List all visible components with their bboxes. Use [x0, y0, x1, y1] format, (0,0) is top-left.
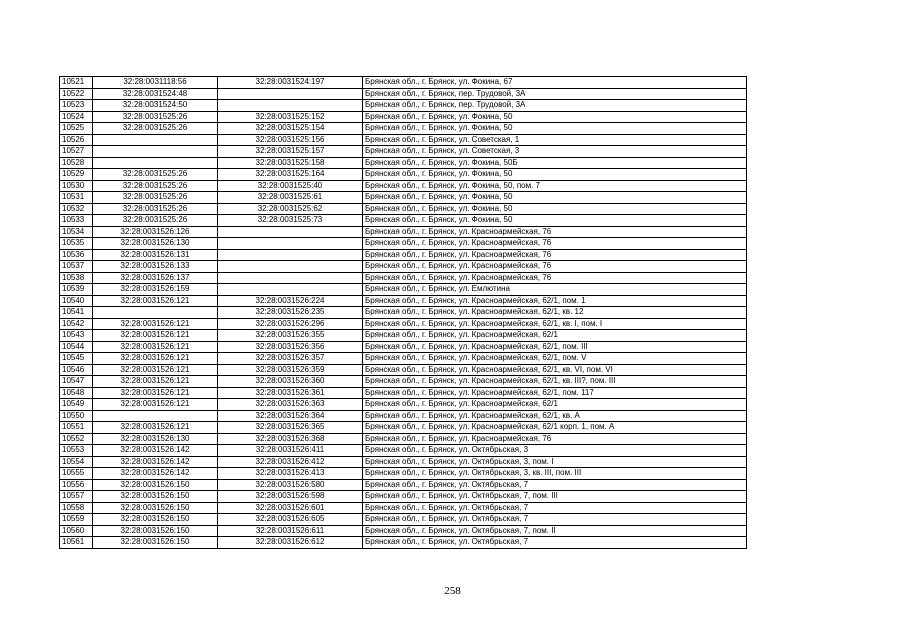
- address-cell: Брянская обл., г. Брянск, ул. Красноармейская, 76: [363, 238, 747, 250]
- address-cell: Брянская обл., г. Брянск, ул. Октябрьская, 3, пом. I: [363, 456, 747, 468]
- table-row: [60, 318, 747, 330]
- object-number-cell: 32:28:0031526:296: [218, 318, 363, 330]
- record-number-cell: 10528: [60, 157, 93, 169]
- record-number-cell: 10525: [60, 123, 93, 135]
- parcel-number-cell: 32:28:0031525:26: [93, 192, 218, 204]
- object-number-cell: 32:28:0031526:598: [218, 491, 363, 503]
- parcel-number-cell: [93, 157, 218, 169]
- record-number-cell: 10554: [60, 456, 93, 468]
- table-row: [60, 180, 747, 192]
- object-number-cell: 32:28:0031526:360: [218, 376, 363, 388]
- address-cell: Брянская обл., г. Брянск, пер. Трудовой, 3А: [363, 88, 747, 100]
- parcel-number-cell: 32:28:0031525:26: [93, 123, 218, 135]
- address-cell: Брянская обл., г. Брянск, ул. Октябрьская, 7, пом. II: [363, 525, 747, 537]
- address-cell: Брянская обл., г. Брянск, ул. Красноармейская, 62/1 корп. 1, пом. А: [363, 422, 747, 434]
- object-number-cell: 32:28:0031525:156: [218, 134, 363, 146]
- parcel-number-cell: 32:28:0031525:26: [93, 180, 218, 192]
- table-row: [60, 77, 747, 89]
- parcel-number-cell: 32:28:0031525:26: [93, 203, 218, 215]
- parcel-number-cell: 32:28:0031526:121: [93, 376, 218, 388]
- parcel-number-cell: 32:28:0031526:150: [93, 514, 218, 526]
- address-cell: Брянская обл., г. Брянск, ул. Красноармейская, 62/1, пом. 117: [363, 387, 747, 399]
- object-number-cell: 32:28:0031526:357: [218, 353, 363, 365]
- record-number-cell: 10559: [60, 514, 93, 526]
- address-cell: Брянская обл., г. Брянск, ул. Октябрьская, 3: [363, 445, 747, 457]
- table-row: [60, 341, 747, 353]
- table-row: [60, 169, 747, 181]
- object-number-cell: 32:28:0031526:355: [218, 330, 363, 342]
- address-cell: Брянская обл., г. Брянск, ул. Фокина, 67: [363, 77, 747, 89]
- address-cell: Брянская обл., г. Брянск, ул. Красноармейская, 76: [363, 226, 747, 238]
- object-number-cell: [218, 238, 363, 250]
- table-row: [60, 226, 747, 238]
- object-number-cell: [218, 284, 363, 296]
- address-cell: Брянская обл., г. Брянск, ул. Фокина, 50, пом. 7: [363, 180, 747, 192]
- object-number-cell: 32:28:0031526:365: [218, 422, 363, 434]
- table-row: [60, 215, 747, 227]
- object-number-cell: [218, 272, 363, 284]
- object-number-cell: 32:28:0031526:605: [218, 514, 363, 526]
- table-row: [60, 295, 747, 307]
- record-number-cell: 10557: [60, 491, 93, 503]
- parcel-number-cell: 32:28:0031526:121: [93, 295, 218, 307]
- address-cell: Брянская обл., г. Брянск, ул. Красноармейская, 62/1, пом. III: [363, 341, 747, 353]
- record-number-cell: 10526: [60, 134, 93, 146]
- address-cell: Брянская обл., г. Брянск, ул. Октябрьская, 7, пом. III: [363, 491, 747, 503]
- parcel-number-cell: 32:28:0031526:133: [93, 261, 218, 273]
- object-number-cell: 32:28:0031526:413: [218, 468, 363, 480]
- table-row: [60, 399, 747, 411]
- record-number-cell: 10548: [60, 387, 93, 399]
- table-row: [60, 100, 747, 112]
- address-cell: Брянская обл., г. Брянск, ул. Октябрьская, 7: [363, 537, 747, 549]
- address-cell: Брянская обл., г. Брянск, ул. Красноармейская, 76: [363, 433, 747, 445]
- object-number-cell: 32:28:0031526:580: [218, 479, 363, 491]
- object-number-cell: 32:28:0031525:61: [218, 192, 363, 204]
- parcel-number-cell: 32:28:0031526:142: [93, 445, 218, 457]
- address-cell: Брянская обл., г. Брянск, ул. Фокина, 50: [363, 215, 747, 227]
- table-row: [60, 307, 747, 319]
- parcel-number-cell: 32:28:0031526:126: [93, 226, 218, 238]
- record-number-cell: 10552: [60, 433, 93, 445]
- address-cell: Брянская обл., г. Брянск, ул. Красноармейская, 76: [363, 249, 747, 261]
- object-number-cell: 32:28:0031526:363: [218, 399, 363, 411]
- record-number-cell: 10527: [60, 146, 93, 158]
- object-number-cell: 32:28:0031526:361: [218, 387, 363, 399]
- parcel-number-cell: [93, 410, 218, 422]
- record-number-cell: 10540: [60, 295, 93, 307]
- table-row: [60, 353, 747, 365]
- table-row: [60, 134, 747, 146]
- address-cell: Брянская обл., г. Брянск, ул. Красноармейская, 76: [363, 261, 747, 273]
- record-number-cell: 10529: [60, 169, 93, 181]
- table-row: [60, 261, 747, 273]
- address-cell: Брянская обл., г. Брянск, ул. Красноармейская, 62/1, пом. 1: [363, 295, 747, 307]
- parcel-number-cell: 32:28:0031526:121: [93, 341, 218, 353]
- record-number-cell: 10542: [60, 318, 93, 330]
- table-row: [60, 376, 747, 388]
- parcel-number-cell: 32:28:0031526:130: [93, 238, 218, 250]
- object-number-cell: 32:28:0031526:611: [218, 525, 363, 537]
- record-number-cell: 10535: [60, 238, 93, 250]
- record-number-cell: 10533: [60, 215, 93, 227]
- parcel-number-cell: [93, 134, 218, 146]
- page-number: 258: [444, 585, 461, 597]
- table-row: [60, 238, 747, 250]
- table-row: [60, 249, 747, 261]
- address-cell: Брянская обл., г. Брянск, ул. Фокина, 50: [363, 203, 747, 215]
- parcel-number-cell: 32:28:0031526:150: [93, 491, 218, 503]
- record-number-cell: 10556: [60, 479, 93, 491]
- table-row: [60, 146, 747, 158]
- record-number-cell: 10547: [60, 376, 93, 388]
- table-row: [60, 491, 747, 503]
- table-row: [60, 192, 747, 204]
- parcel-number-cell: 32:28:0031118:56: [93, 77, 218, 89]
- table-row: [60, 456, 747, 468]
- table-row: [60, 111, 747, 123]
- parcel-number-cell: 32:28:0031526:130: [93, 433, 218, 445]
- parcel-number-cell: 32:28:0031524:50: [93, 100, 218, 112]
- table-row: [60, 330, 747, 342]
- table-row: [60, 502, 747, 514]
- table-row: [60, 422, 747, 434]
- address-cell: Брянская обл., г. Брянск, ул. Фокина, 50: [363, 123, 747, 135]
- parcel-number-cell: 32:28:0031526:142: [93, 456, 218, 468]
- parcel-number-cell: 32:28:0031526:150: [93, 525, 218, 537]
- object-number-cell: 32:28:0031525:158: [218, 157, 363, 169]
- record-number-cell: 10550: [60, 410, 93, 422]
- table-row: [60, 537, 747, 549]
- parcel-number-cell: 32:28:0031526:137: [93, 272, 218, 284]
- parcel-number-cell: 32:28:0031525:26: [93, 111, 218, 123]
- object-number-cell: [218, 261, 363, 273]
- object-number-cell: 32:28:0031525:154: [218, 123, 363, 135]
- record-number-cell: 10521: [60, 77, 93, 89]
- address-cell: Брянская обл., г. Брянск, ул. Советская, 3: [363, 146, 747, 158]
- table-row: [60, 387, 747, 399]
- object-number-cell: 32:28:0031525:40: [218, 180, 363, 192]
- parcel-number-cell: 32:28:0031526:121: [93, 387, 218, 399]
- object-number-cell: 32:28:0031525:73: [218, 215, 363, 227]
- table-row: [60, 445, 747, 457]
- record-number-cell: 10546: [60, 364, 93, 376]
- object-number-cell: 32:28:0031525:164: [218, 169, 363, 181]
- parcel-number-cell: 32:28:0031525:26: [93, 215, 218, 227]
- object-number-cell: [218, 88, 363, 100]
- address-cell: Брянская обл., г. Брянск, ул. Красноармейская, 62/1, пом. V: [363, 353, 747, 365]
- address-cell: Брянская обл., г. Брянск, ул. Красноармейская, 62/1, кв. III?, пом. III: [363, 376, 747, 388]
- table-row: [60, 468, 747, 480]
- record-number-cell: 10545: [60, 353, 93, 365]
- object-number-cell: 32:28:0031526:411: [218, 445, 363, 457]
- record-number-cell: 10538: [60, 272, 93, 284]
- record-number-cell: 10537: [60, 261, 93, 273]
- record-number-cell: 10558: [60, 502, 93, 514]
- address-cell: Брянская обл., г. Брянск, ул. Октябрьская, 7: [363, 479, 747, 491]
- address-cell: Брянская обл., г. Брянск, ул. Красноармейская, 62/1, кв. А: [363, 410, 747, 422]
- object-number-cell: 32:28:0031526:364: [218, 410, 363, 422]
- record-number-cell: 10555: [60, 468, 93, 480]
- parcel-number-cell: 32:28:0031526:150: [93, 479, 218, 491]
- table-row: [60, 88, 747, 100]
- parcel-number-cell: 32:28:0031526:150: [93, 502, 218, 514]
- record-number-cell: 10561: [60, 537, 93, 549]
- table-row: [60, 157, 747, 169]
- record-number-cell: 10539: [60, 284, 93, 296]
- record-number-cell: 10549: [60, 399, 93, 411]
- record-number-cell: 10536: [60, 249, 93, 261]
- object-number-cell: [218, 100, 363, 112]
- object-number-cell: 32:28:0031525:152: [218, 111, 363, 123]
- table-row: [60, 203, 747, 215]
- record-number-cell: 10544: [60, 341, 93, 353]
- table-row: [60, 433, 747, 445]
- table-row: [60, 410, 747, 422]
- parcel-number-cell: 32:28:0031526:150: [93, 537, 218, 549]
- address-cell: Брянская обл., г. Брянск, ул. Фокина, 50: [363, 111, 747, 123]
- record-number-cell: 10530: [60, 180, 93, 192]
- object-number-cell: 32:28:0031526:359: [218, 364, 363, 376]
- parcel-number-cell: 32:28:0031526:121: [93, 330, 218, 342]
- address-cell: Брянская обл., г. Брянск, ул. Красноармейская, 62/1, кв. VI, пом. VI: [363, 364, 747, 376]
- parcel-number-cell: 32:28:0031526:121: [93, 399, 218, 411]
- table-row: [60, 284, 747, 296]
- registry-table-body: [60, 77, 747, 549]
- address-cell: Брянская обл., г. Брянск, ул. Красноармейская, 62/1, кв. 12: [363, 307, 747, 319]
- object-number-cell: 32:28:0031526:224: [218, 295, 363, 307]
- parcel-number-cell: 32:28:0031526:131: [93, 249, 218, 261]
- parcel-number-cell: [93, 146, 218, 158]
- address-cell: Брянская обл., г. Брянск, пер. Трудовой, 3А: [363, 100, 747, 112]
- address-cell: Брянская обл., г. Брянск, ул. Красноармейская, 62/1: [363, 399, 747, 411]
- table-row: [60, 272, 747, 284]
- table-row: [60, 123, 747, 135]
- address-cell: Брянская обл., г. Брянск, ул. Фокина, 50Б: [363, 157, 747, 169]
- registry-table: [59, 76, 747, 549]
- record-number-cell: 10522: [60, 88, 93, 100]
- address-cell: Брянская обл., г. Брянск, ул. Октябрьская, 7: [363, 502, 747, 514]
- object-number-cell: 32:28:0031526:368: [218, 433, 363, 445]
- object-number-cell: 32:28:0031524:197: [218, 77, 363, 89]
- parcel-number-cell: 32:28:0031526:121: [93, 353, 218, 365]
- address-cell: Брянская обл., г. Брянск, ул. Октябрьская, 3, кв. III, пом. III: [363, 468, 747, 480]
- record-number-cell: 10551: [60, 422, 93, 434]
- record-number-cell: 10541: [60, 307, 93, 319]
- address-cell: Брянская обл., г. Брянск, ул. Советская, 1: [363, 134, 747, 146]
- record-number-cell: 10523: [60, 100, 93, 112]
- object-number-cell: 32:28:0031526:412: [218, 456, 363, 468]
- table-row: [60, 525, 747, 537]
- parcel-number-cell: [93, 307, 218, 319]
- parcel-number-cell: 32:28:0031525:26: [93, 169, 218, 181]
- parcel-number-cell: 32:28:0031526:142: [93, 468, 218, 480]
- address-cell: Брянская обл., г. Брянск, ул. Емлютина: [363, 284, 747, 296]
- object-number-cell: 32:28:0031526:356: [218, 341, 363, 353]
- address-cell: Брянская обл., г. Брянск, ул. Фокина, 50: [363, 169, 747, 181]
- object-number-cell: [218, 249, 363, 261]
- object-number-cell: 32:28:0031525:62: [218, 203, 363, 215]
- address-cell: Брянская обл., г. Брянск, ул. Красноармейская, 62/1: [363, 330, 747, 342]
- address-cell: Брянская обл., г. Брянск, ул. Красноармейская, 76: [363, 272, 747, 284]
- parcel-number-cell: 32:28:0031524:48: [93, 88, 218, 100]
- record-number-cell: 10553: [60, 445, 93, 457]
- object-number-cell: 32:28:0031526:612: [218, 537, 363, 549]
- record-number-cell: 10532: [60, 203, 93, 215]
- table-row: [60, 364, 747, 376]
- record-number-cell: 10560: [60, 525, 93, 537]
- record-number-cell: 10524: [60, 111, 93, 123]
- parcel-number-cell: 32:28:0031526:121: [93, 364, 218, 376]
- object-number-cell: 32:28:0031525:157: [218, 146, 363, 158]
- object-number-cell: [218, 226, 363, 238]
- address-cell: Брянская обл., г. Брянск, ул. Октябрьская, 7: [363, 514, 747, 526]
- address-cell: Брянская обл., г. Брянск, ул. Красноармейская, 62/1, кв. I, пом. I: [363, 318, 747, 330]
- table-row: [60, 479, 747, 491]
- table-row: [60, 514, 747, 526]
- address-cell: Брянская обл., г. Брянск, ул. Фокина, 50: [363, 192, 747, 204]
- record-number-cell: 10534: [60, 226, 93, 238]
- object-number-cell: 32:28:0031526:235: [218, 307, 363, 319]
- parcel-number-cell: 32:28:0031526:121: [93, 318, 218, 330]
- parcel-number-cell: 32:28:0031526:159: [93, 284, 218, 296]
- object-number-cell: 32:28:0031526:601: [218, 502, 363, 514]
- parcel-number-cell: 32:28:0031526:121: [93, 422, 218, 434]
- record-number-cell: 10531: [60, 192, 93, 204]
- record-number-cell: 10543: [60, 330, 93, 342]
